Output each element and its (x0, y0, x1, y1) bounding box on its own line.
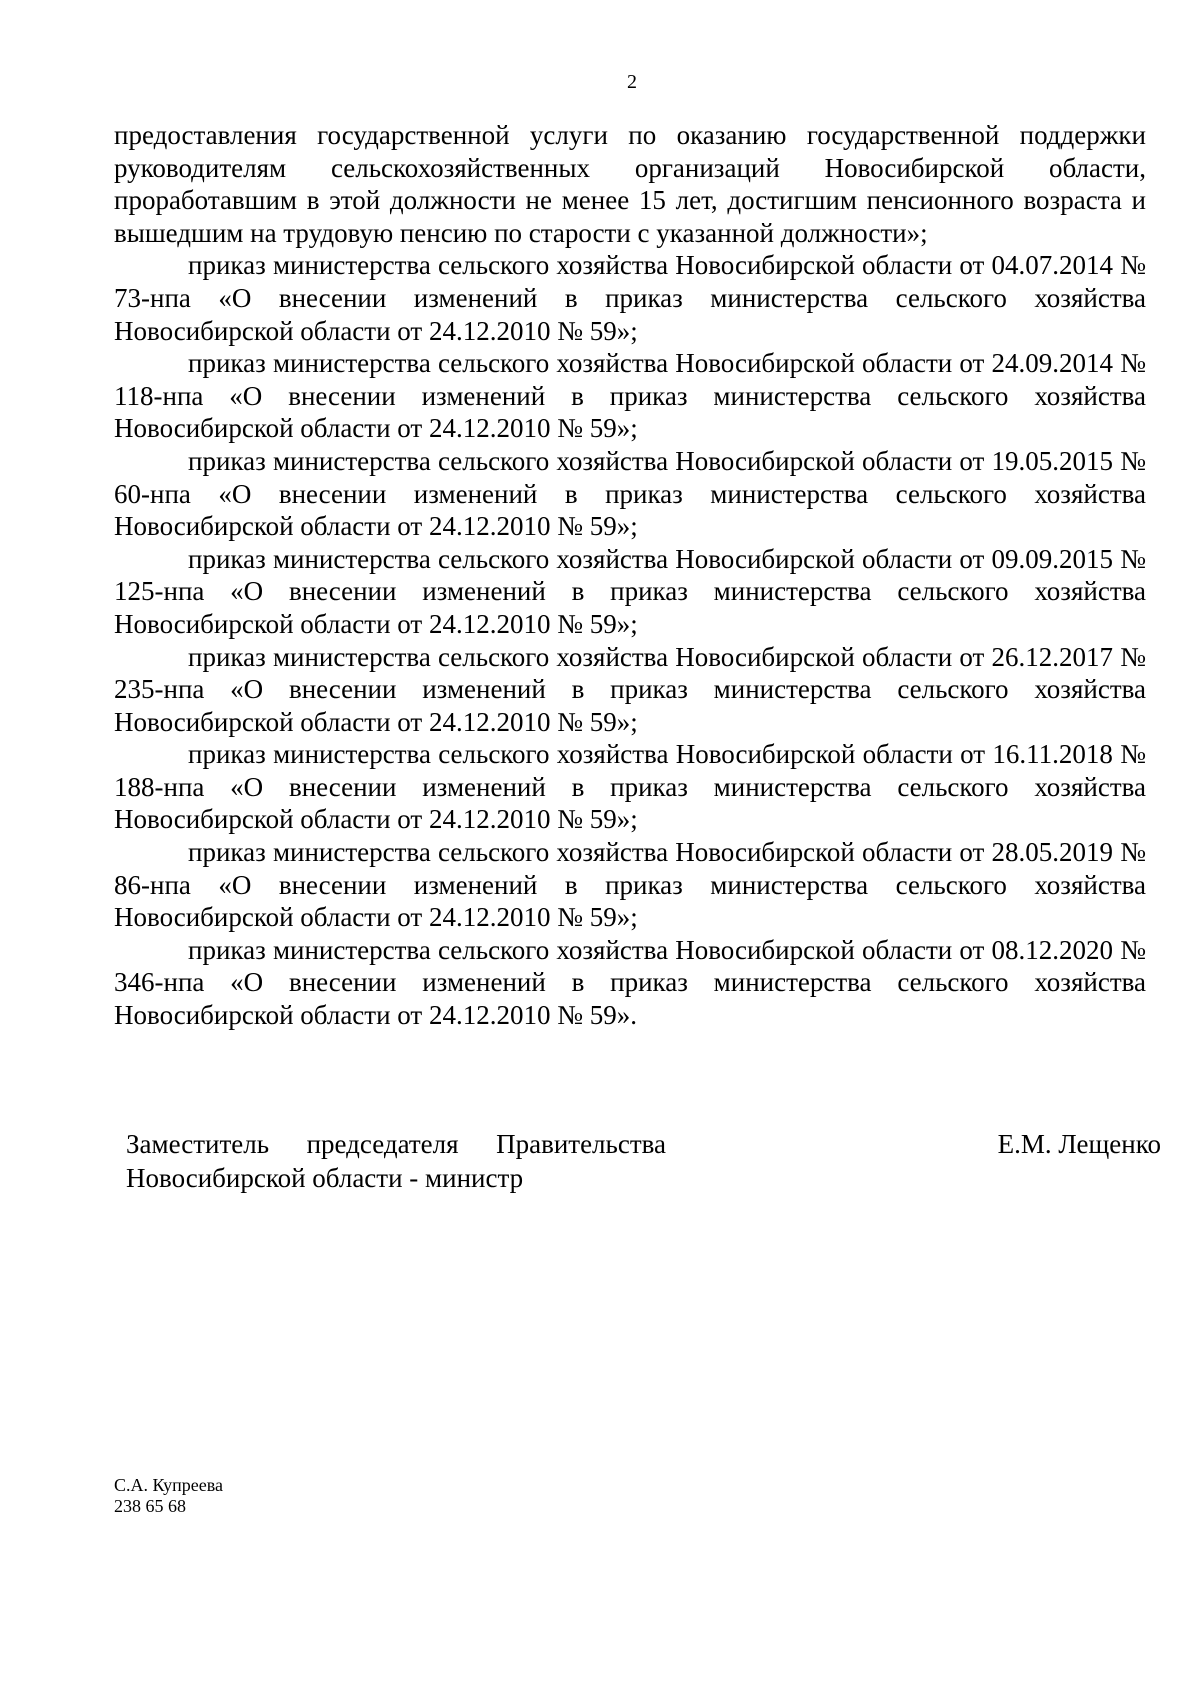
order-list-item: приказ министерства сельского хозяйства Новосибирской области от 19.05.2015 № 60-нпа «О внесении изменений в приказ министерства сельского хозяйства Новосибирской области от 24.12.2010 № 59»; (114, 445, 1146, 542)
order-list-item: приказ министерства сельского хозяйства Новосибирской области от 26.12.2017 № 235-нпа «О внесении изменений в приказ министерства сельского хозяйства Новосибирской области от 24.12.2010 № 59»; (114, 641, 1146, 737)
signatory-name: Е.М. Лещенко (997, 1129, 1161, 1159)
executor-block (114, 1475, 223, 1517)
order-list-item: приказ министерства сельского хозяйства Новосибирской области от 28.05.2019 № 86-нпа «О внесении изменений в приказ министерства сельского хозяйства Новосибирской области от 24.12.2010 № 59»; (114, 837, 1146, 933)
page-number: 2 (627, 71, 637, 93)
order-list-item: приказ министерства сельского хозяйства Новосибирской области от 24.09.2014 № 118-нпа «О внесении изменений в приказ министерства сельского хозяйства Новосибирской области от 24.12.2010 № 59»; (114, 348, 1146, 444)
signature-block (126, 1127, 1161, 1195)
executor-name: С.А. Купреева (114, 1475, 224, 1495)
signatory-position-line1: Заместитель председателя Правительства (126, 1129, 666, 1159)
order-list-item: приказ министерства сельского хозяйства Новосибирской области от 04.07.2014 № 73-нпа «О внесении изменений в приказ министерства сельского хозяйства Новосибирской области от 24.12.2010 № 59»; (114, 250, 1146, 346)
order-list-item: приказ министерства сельского хозяйства Новосибирской области от 16.11.2018 № 188-нпа «О внесении изменений в приказ министерства сельского хозяйства Новосибирской области от 24.12.2010 № 59»; (114, 739, 1146, 835)
signatory-position-line2: Новосибирской области - министр (126, 1163, 524, 1193)
document-body (114, 119, 1146, 1032)
order-list-item: приказ министерства сельского хозяйства Новосибирской области от 08.12.2020 № 346-нпа «О внесении изменений в приказ министерства сельского хозяйства Новосибирской области от 24.12.2010 № 59». (114, 934, 1146, 1031)
paragraph-continuation: предоставления государственной услуги по оказанию государственной поддержки руководителям сельскохозяйственных организаций Новосибирской области, проработавшим в этой должности не менее 15 лет, достигшим пенсионного возраста и вышедшим на трудовую пенсию по старости с указанной должности»; (114, 120, 1146, 248)
order-list-item: приказ министерства сельского хозяйства Новосибирской области от 09.09.2015 № 125-нпа «О внесении изменений в приказ министерства сельского хозяйства Новосибирской области от 24.12.2010 № 59»; (114, 543, 1146, 639)
executor-phone: 238 65 68 (114, 1496, 186, 1516)
